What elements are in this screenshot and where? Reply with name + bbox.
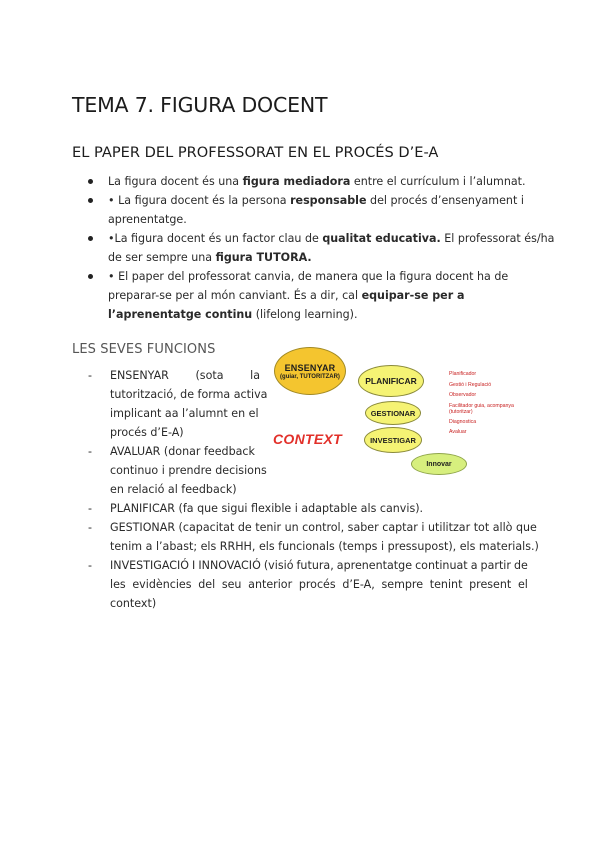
function-line: tutorització, de forma activa	[110, 388, 268, 401]
bullet-line: l’aprenentatge continu (lifelong learning).	[108, 308, 358, 321]
bullet-item	[88, 267, 540, 324]
bullet-line: La figura docent és una figura mediadora entre el currículum i l’alumnat.	[108, 175, 526, 188]
bullet-line: aprenentatge.	[108, 213, 187, 226]
role-item: Gestió i Regulació	[449, 381, 492, 388]
bullet-dot	[88, 236, 93, 241]
function-item-ensenyar: - ENSENYAR (sota la tutorització, de forma activa implicant aa l’alumnt en el procés d’E-A)	[88, 366, 530, 442]
function-item-gestionar: - GESTIONAR (capacitat de tenir un control, saber captar i utilitzar tot allò que tenim a l’abast; els RRHH, els funcionals (temps i pressupost), els materials.)	[88, 518, 530, 556]
bullet-item	[88, 191, 540, 229]
role-item: Diagnostica	[449, 418, 477, 425]
bullet-line: • El paper del professorat canvia, de manera que la figura docent ha de	[108, 270, 509, 283]
function-line: tenim a l’abast; els RRHH, els funcionals (temps i pressupost), els materials.)	[110, 540, 539, 553]
function-line: procés d’E-A)	[110, 426, 184, 439]
function-line: en relació al feedback)	[110, 483, 237, 496]
bullet-line: •La figura docent és un factor clau de qualitat educativa. El professorat és/ha	[108, 232, 555, 245]
function-line: GESTIONAR (capacitat de tenir un control, saber captar i utilitzar tot allò que	[110, 521, 537, 534]
function-item-avaluar: - AVALUAR (donar feedback continuo i prendre decisions en relació al feedback)	[88, 442, 530, 499]
function-line: les evidències del seu anterior procés d’E-A, sempre tenint present el	[110, 578, 528, 591]
diagram-oval-gestionar: GESTIONAR	[365, 401, 421, 425]
function-line: ENSENYAR (sota la	[110, 369, 260, 382]
function-line: AVALUAR (donar feedback	[110, 445, 255, 458]
function-line: PLANIFICAR (fa que sigui flexible i adaptable als canvis).	[110, 502, 424, 515]
role-item: Facilitador guia, acompanya (tutoritzar)	[449, 402, 514, 415]
bullet-item	[88, 229, 555, 267]
function-line: context)	[110, 597, 157, 610]
bullet-list	[88, 172, 555, 324]
role-item: Avaluar	[449, 429, 467, 436]
diagram-role-list	[449, 369, 539, 438]
bullet-dot	[88, 198, 93, 203]
diagram-oval-innovar: Innovar	[411, 453, 467, 475]
role-item: Observador	[449, 392, 477, 398]
function-item-planificar: - PLANIFICAR (fa que sigui flexible i adaptable als canvis).	[88, 499, 530, 518]
function-line: continuo i prendre decisions	[110, 464, 267, 477]
bullet-dot	[88, 179, 93, 184]
bullet-line: de ser sempre una figura TUTORA.	[108, 251, 312, 264]
section-heading: EL PAPER DEL PROFESSORAT EN EL PROCÉS D’E-A	[72, 144, 439, 161]
page-title: TEMA 7. FIGURA DOCENT	[72, 93, 328, 117]
diagram-oval-planificar: PLANIFICAR	[358, 365, 424, 397]
diagram-context-label: CONTEXT	[273, 431, 342, 447]
bullet-item	[88, 172, 540, 191]
bullet-dot	[88, 274, 93, 279]
diagram-oval-ensenyar: ENSENYAR (guiar, TUTORITZAR)	[274, 347, 346, 395]
function-line: INVESTIGACIÓ I INNOVACIÓ (visió futura, aprenentatge continuat a partir de	[110, 559, 528, 572]
bullet-line: • La figura docent és la persona responsable del procés d’ensenyament i	[108, 194, 524, 207]
bullet-line: preparar-se per al món canviant. És a dir, cal equipar-se per a	[108, 289, 465, 302]
functions-diagram	[268, 343, 538, 483]
diagram-oval-investigar: INVESTIGAR	[364, 427, 422, 453]
role-item: Planificador	[449, 371, 477, 377]
functions-heading: LES SEVES FUNCIONS	[72, 342, 216, 357]
function-line: implicant aa l’alumnt en el	[110, 407, 259, 420]
function-item-investigacio: - INVESTIGACIÓ I INNOVACIÓ (visió futura, aprenentatge continuat a partir de les evidències del seu anterior procés d’E-A, sempre tenint present el context)	[88, 556, 530, 613]
